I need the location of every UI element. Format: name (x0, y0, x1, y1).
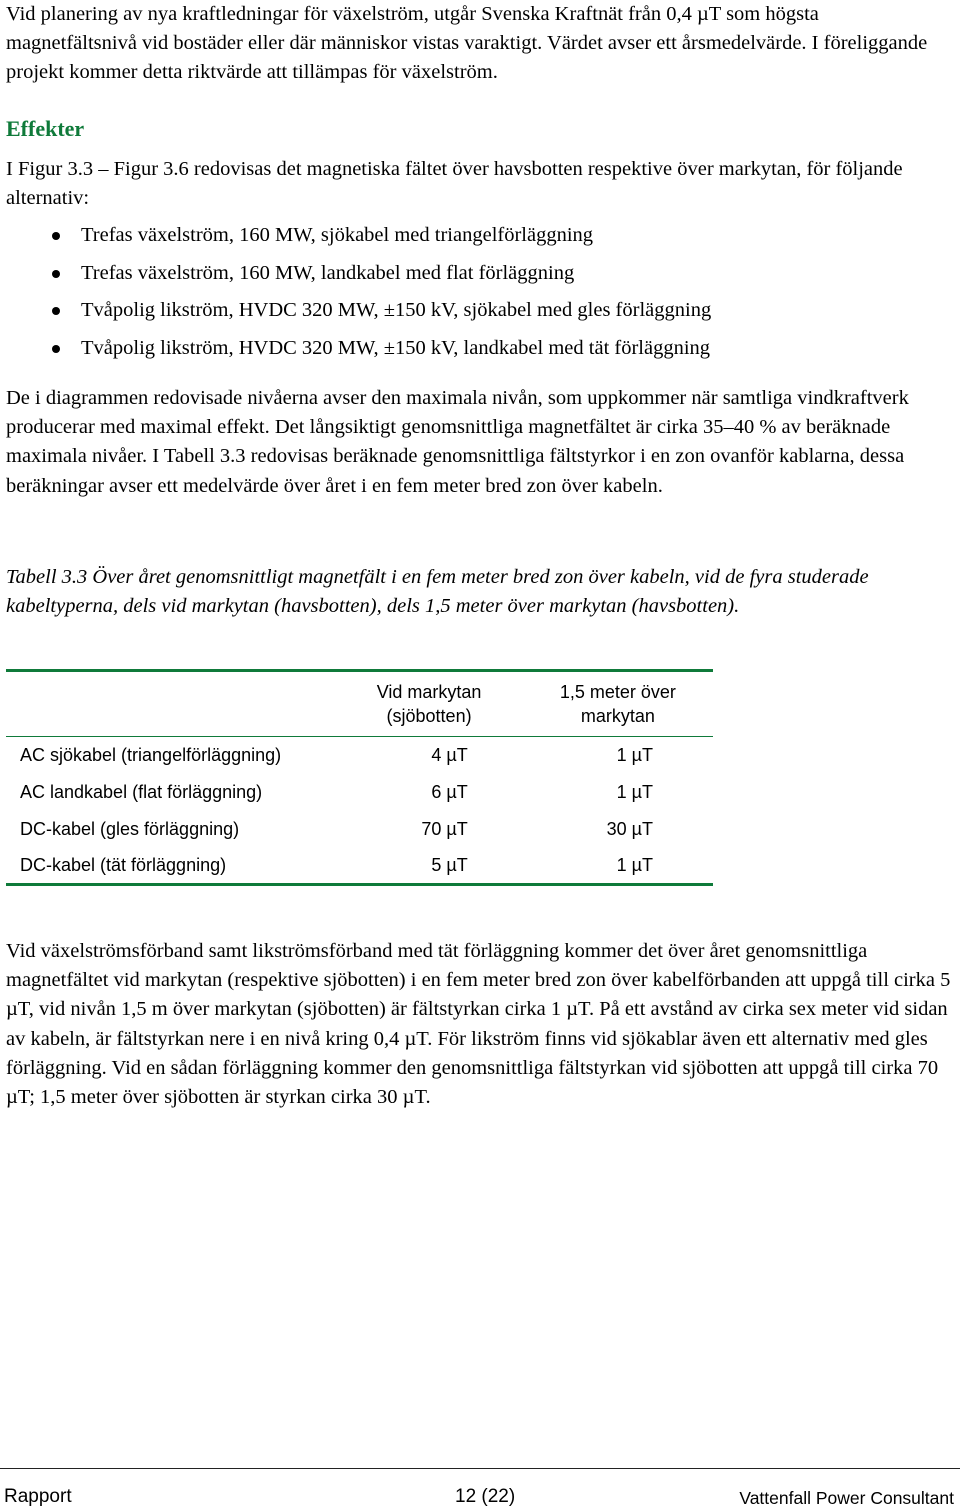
list-item-text: Tvåpolig likström, HVDC 320 MW, ±150 kV, sjökabel med gles förläggning (81, 299, 712, 321)
header-above-line2: markytan (580, 706, 655, 726)
header-above (523, 671, 713, 737)
row-label: AC landkabel (flat förläggning) (20, 781, 263, 802)
row-above-value: 1 µT (616, 854, 653, 875)
table-caption: Tabell 3.3 Över året genomsnittligt magnetfält i en fem meter bred zon över kabeln, vid de fyra studerade kabeltyperna, dels vid markytan (havsbotten), dels 1,5 meter över markytan (havsbotten). (6, 566, 869, 618)
header-surface-line1: Vid markytan (376, 682, 482, 702)
table-row (6, 774, 713, 811)
table-row (6, 811, 713, 848)
row-label: AC sjökabel (triangelförläggning) (20, 744, 282, 765)
row-surface-value: 4 µT (431, 744, 468, 765)
table-header-row (6, 671, 713, 737)
header-above-line1: 1,5 meter över (559, 682, 676, 702)
table-row (6, 848, 713, 885)
field-strength-table (6, 669, 713, 886)
row-above-value: 1 µT (616, 781, 653, 802)
bullet-icon (52, 307, 60, 315)
row-surface-value: 5 µT (431, 854, 468, 875)
list-item-text: Trefas växelström, 160 MW, landkabel med flat förläggning (81, 261, 575, 284)
section-heading: Effekter (6, 116, 85, 141)
bullet-icon (52, 270, 60, 278)
header-label-cell (6, 671, 335, 737)
row-label: DC-kabel (tät förläggning) (20, 854, 227, 875)
list-item (0, 221, 711, 259)
list-item-text: Trefas växelström, 160 MW, sjökabel med triangelförläggning (81, 224, 594, 246)
alternatives-list (0, 221, 711, 371)
header-surface-line2: (sjöbotten) (386, 706, 472, 726)
intro-paragraph: Vid planering av nya kraftledningar för växelström, utgår Svenska Kraftnät från 0,4 µT som högsta magnetfältsnivå vid bostäder eller där människor vistas varaktigt. Värdet avser ett årsmedelvärde. I föreliggande projekt kommer detta riktvärde att tillämpas för växelström. (6, 3, 928, 84)
list-item (0, 334, 711, 372)
footer-company: Vattenfall Power Consultant (739, 1488, 954, 1508)
footer-page-number: 12 (22) (455, 1486, 516, 1507)
row-surface-value: 6 µT (431, 781, 468, 802)
bullet-icon (52, 345, 60, 353)
header-surface (335, 671, 522, 737)
row-above-value: 1 µT (616, 744, 653, 765)
footer-divider (0, 1468, 960, 1469)
row-label: DC-kabel (gles förläggning) (20, 818, 240, 839)
levels-paragraph: De i diagrammen redovisade nivåerna avser den maximala nivån, som uppkommer när samtliga vindkraftverk producerar med maximal effekt. Det långsiktigt genomsnittliga magnetfältet är cirka 35–40 % av beräknade maximala nivåer. I Tabell 3.3 redovisas beräknade genomsnittliga fältstyrkor i en zon ovanför kablarna, dessa beräkningar avser ett medelvärde över året i en fem meter bred zon över kabeln. (6, 387, 909, 497)
figure-paragraph: I Figur 3.3 – Figur 3.6 redovisas det magnetiska fältet över havsbotten respektive över markytan, för följande alternativ: (6, 158, 903, 210)
list-item-text: Tvåpolig likström, HVDC 320 MW, ±150 kV, landkabel med tät förläggning (81, 336, 711, 359)
table-row (6, 737, 713, 774)
footer-report-label: Rapport (4, 1486, 72, 1507)
list-item (0, 296, 711, 334)
bullet-icon (52, 232, 60, 240)
row-above-value: 30 µT (606, 818, 653, 839)
final-paragraph: Vid växelströmsförband samt likströmsförband med tät förläggning kommer det över året genomsnittliga magnetfältet vid markytan (respektive sjöbotten) i en fem meter bred zon över kabelförbanden att uppgå till cirka 5 µT, vid nivån 1,5 m över markytan (sjöbotten) är fältstyrkan cirka 1 µT. På ett avstånd av cirka sex meter vid sidan av kabeln, är fältstyrkan nere i en nivå kring 0,4 µT. För likström finns vid sjökablar även ett alternativ med gles förläggning. Vid en sådan förläggning kommer den genomsnittliga fältstyrkan vid sjöbotten att uppgå till cirka 70 µT; 1,5 meter över sjöbotten är styrkan cirka 30 µT. (6, 940, 951, 1109)
row-surface-value: 70 µT (421, 818, 468, 839)
list-item (0, 259, 711, 297)
